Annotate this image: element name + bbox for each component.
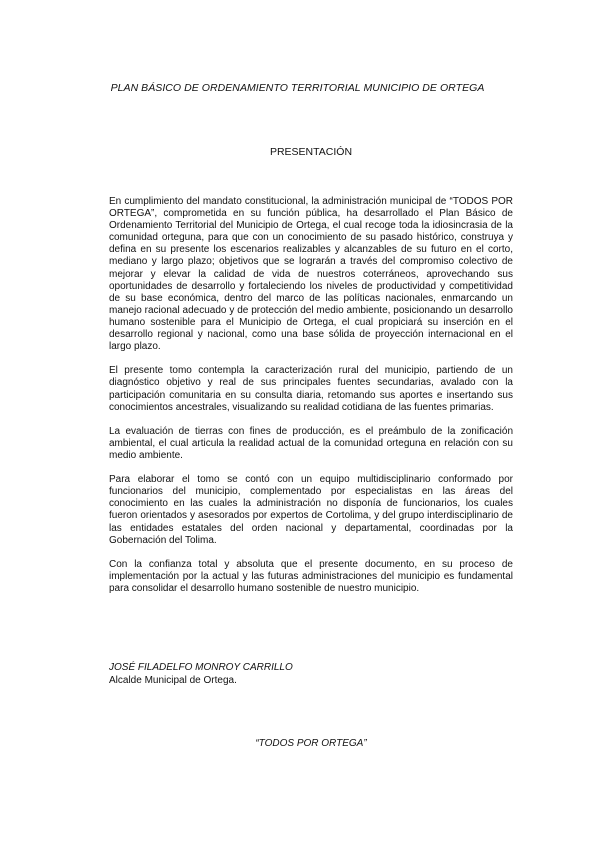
paragraph-4: Para elaborar el tomo se contó con un equipo multidisciplinario conformado por funcionarios del municipio, complementado por especialistas en las áreas del conocimiento en las cuales la administración no disponía de funcionarios, los cuales fueron orientados y asesorados por expertos de Cortolima, y del grupo interdisciplinario de las entidades estatales del orden nacional y departamental, coordinadas por la Gobernación del Tolima. (109, 474, 513, 546)
paragraph-1: En cumplimiento del mandato constitucional, la administración municipal de “TODOS POR ORTEGA”, comprometida en su función pública, ha desarrollado el Plan Básico de Ordenamiento Territorial del Municipio de Ortega, el cual recoge toda la idiosincrasia de la comunidad orteguna, para que con un conocimiento de su pasado histórico, construya y defina en su presente los escenarios realizables y alcanzables de su futuro en el corto, mediano y largo plazo; objetivos que se lograrán a través del compromiso colectivo de mejorar y elevar la calidad de vida de nuestros coterráneos, aprovechando sus oportunidades de desarrollo y fortaleciendo los niveles de productividad y competitividad de su base económica, dentro del marco de las políticas nacionales, enmarcando un manejo racional adecuado y de protección del medio ambiente, posicionando un desarrollo humano sostenible para el Municipio de Ortega, el cual propiciará su inserción en el desarrollo regional y nacional, como una base sólida de proyección internacional en el largo plazo. (109, 196, 513, 353)
motto: “TODOS POR ORTEGA” (255, 738, 367, 749)
body-text (109, 196, 513, 607)
signature-block (109, 662, 293, 687)
signatory-role: Alcalde Municipal de Ortega. (109, 674, 237, 686)
paragraph-5: Con la confianza total y absoluta que el presente documento, en su proceso de implementación por la actual y las futuras administraciones del municipio es fundamental para consolidar el desarrollo humano sostenible de nuestro municipio. (109, 558, 513, 594)
paragraph-2: El presente tomo contempla la caracterización rural del municipio, partiendo de un diagnóstico objetivo y real de sus principales fuentes secundarias, avalado con la participación comunitaria en su consulta diaria, retomando sus aportes e insertando sus conocimientos ancestrales, visualizando su realidad cotidiana de las fuentes primarias. (109, 365, 513, 413)
section-title: PRESENTACIÓN (269, 146, 353, 158)
signatory-name: JOSÉ FILADELFO MONROY CARRILLO (109, 662, 293, 673)
document-header-title: PLAN BÁSICO DE ORDENAMIENTO TERRITORIAL MUNICIPIO DE ORTEGA (110, 82, 485, 94)
paragraph-3: La evaluación de tierras con fines de producción, es el preámbulo de la zonificación ambiental, el cual articula la realidad actual de la comunidad orteguna en relación con su medio ambiente. (109, 425, 513, 461)
